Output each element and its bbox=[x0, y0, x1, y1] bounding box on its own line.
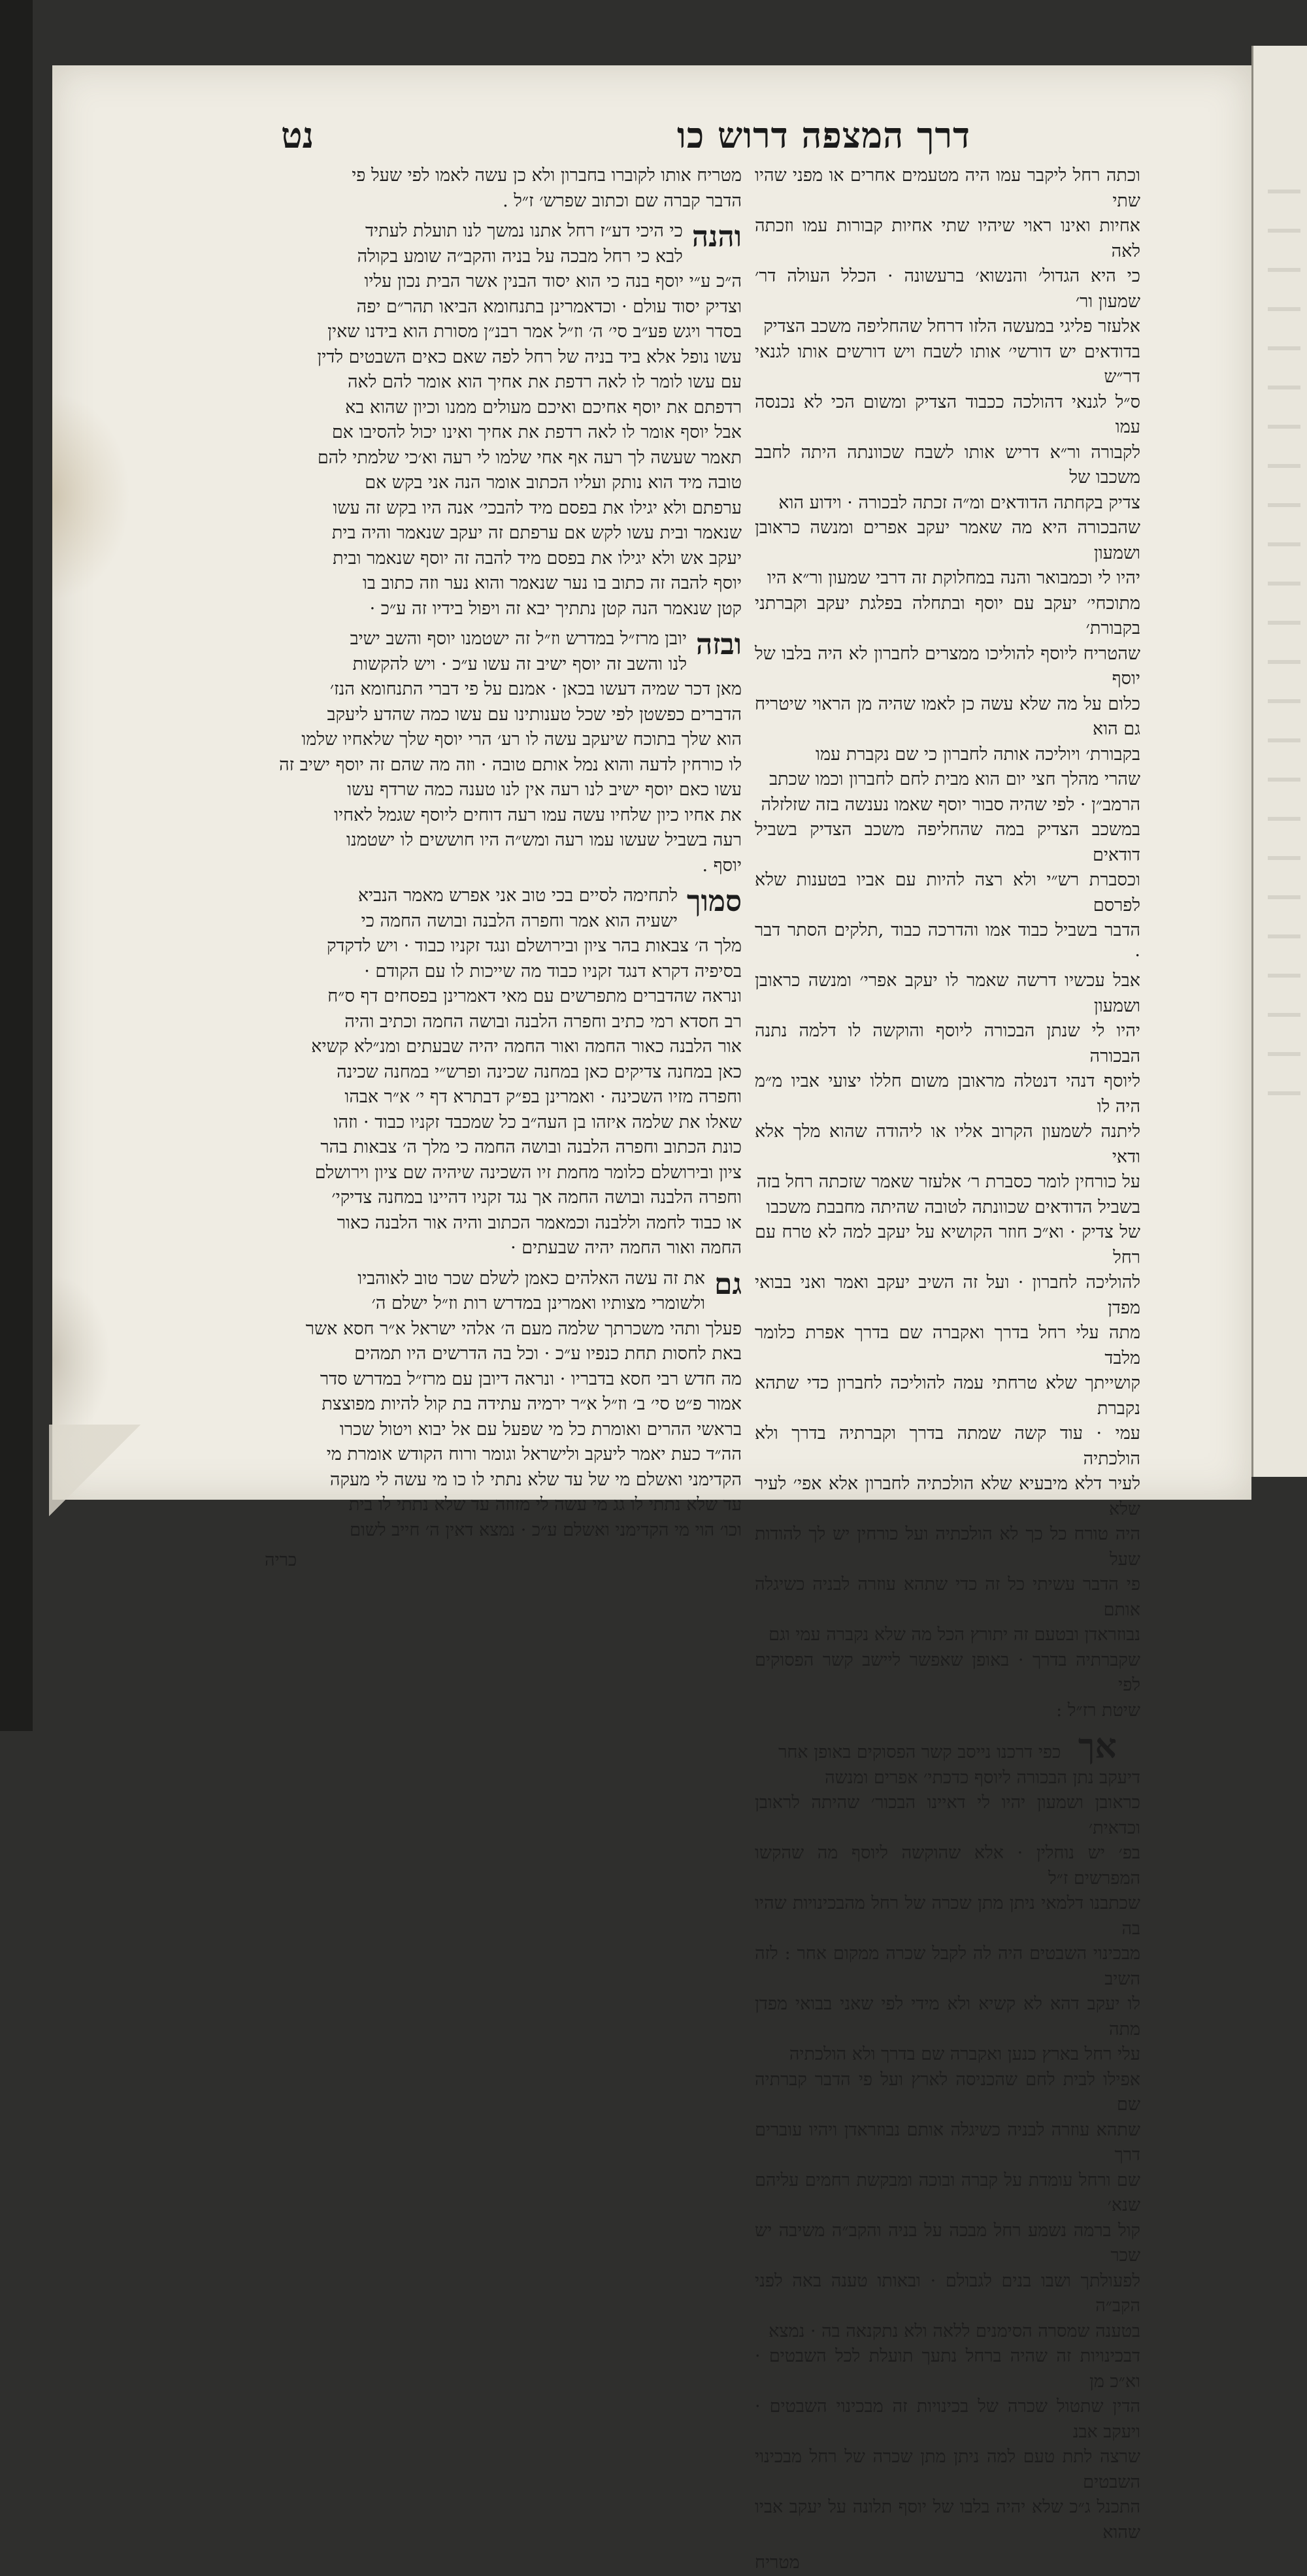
text-line: ס״ל לגנאי דהולכה ככבוד הצדיק ומשום הכי לא נכנסה עמו bbox=[755, 391, 1140, 437]
text-line: אלעזר פליגי במעשה הלזו דרחל שהחליפה משכב הצדיק bbox=[763, 316, 1140, 337]
text-line: אמור פ״ט סי׳ ב׳ וז״ל א״ר ירמיה עתידה בת קול להיות מפוצצת bbox=[322, 1394, 742, 1414]
page-stain bbox=[52, 392, 131, 601]
text-line: שנאמר ובית עשו לקש אם ערפתם זה יעקב שנאמר והיה בית bbox=[331, 523, 742, 543]
text-line: באת לחסות תחת כנפיו ע״כ · וכל בה הדרשים היו תמהים bbox=[354, 1344, 742, 1364]
page-header bbox=[52, 114, 1251, 167]
paragraph-lead-word: אך bbox=[1078, 1726, 1117, 1766]
text-line: פעלך ותהי משכרתך שלמה מעם ה׳ אלהי ישראל א״ר חסא אשר bbox=[305, 1318, 742, 1339]
text-line: וכו׳ הוי מי הקדימני ואשלם ע״כ · נמצא דאין ה׳ חייב לשום bbox=[350, 1519, 742, 1540]
text-line: ה״כ ע״י יוסף בנה כי הוא יסוד הבנין אשר הבית נכון עליו bbox=[364, 271, 742, 291]
text-line: בטענה שמסרה הסימנים ללאה ולא נתקנאה בה · נמצא bbox=[769, 2320, 1140, 2341]
text-line: בפ׳ יש נוחלין · אלא שהוקשה ליוסף מה שהקשו המפרשים ז״ל bbox=[755, 1843, 1140, 1889]
page-corner-damage bbox=[49, 1425, 141, 1516]
text-line: יוסף להבה זה כתוב בו נער שנאמר והוא נער וזה כתוב בו bbox=[362, 573, 742, 593]
text-line: לנו והשב זה יוסף ישיב זה עשו ע״כ · ויש להקשות bbox=[352, 653, 687, 674]
text-line: הדבר בשביל כבוד אמו והדרכה כבוד ,תלקים הסתר דבר · bbox=[755, 920, 1140, 966]
text-line: היה טורח כל כך לא הולכתיה ועל כורחין יש לך להודות שעל bbox=[755, 1524, 1140, 1570]
text-line: אפילו לבית לחם שהכניסה לארץ ועל פי הדבר קברתיה שם bbox=[755, 2069, 1140, 2115]
text-line: הקדימני ואשלם מי של עד שלא נתתי לו כו מי עשה לי מעקה bbox=[329, 1469, 742, 1490]
text-line: עם עשו לומר לו לאה רדפת את אחיך הוא אומר להם לאה bbox=[348, 372, 742, 392]
text-line: ליתנה לשמעון הקרוב אליו או ליהודה שהוא מלך אלא ודאי bbox=[755, 1121, 1140, 1167]
text-line: טובה מיד הוא נותק ועליו הכתוב אומר הנה אני בקש אם bbox=[365, 472, 742, 493]
text-line: עד שלא נתתי לו גג מי עשה לי מזוזה עד שלא נתתי לו בית bbox=[348, 1494, 742, 1515]
folio-number: נט bbox=[281, 114, 314, 156]
text-line: שרצה לתת טעם למה ניתן מתן שכרה של רחל מבכינוי השבטים bbox=[755, 2447, 1140, 2492]
text-line: יוסף . bbox=[702, 855, 742, 876]
text-line: יהיו לי וכמבואר והנה במחלוקת זה דרבי שמעון ור״א היו bbox=[767, 568, 1140, 588]
page-stain bbox=[52, 1274, 111, 1444]
text-line: כי היא הגדול׳ והנשוא׳ ברעשונה · הכלל העולה דר׳ שמעון ור׳ bbox=[755, 266, 1140, 312]
text-line: ערפתם ולא יגילו את בפסם מיד להבכי׳ אנה היו בקש זה עשו bbox=[333, 497, 742, 518]
text-line: ליוסף דנהי דנטלה מראובן משום חללו יצועי אביו מ״מ היה לו bbox=[755, 1071, 1140, 1117]
text-line: החמה ואור החמה יהיה שבעתים · bbox=[510, 1238, 742, 1258]
text-line: מאן דכר שמיה דעשו בכאן · אמנם על פי דברי התנחומא הנז׳ bbox=[329, 679, 742, 699]
text-line: שקברתיה בדרך · באופן שאפשר ליישב קשר הפסוקים לפי bbox=[755, 1649, 1140, 1695]
catchword: כריה bbox=[265, 1550, 297, 1570]
text-line: וחפרה הלבנה ובושה החמה אך נגד זקניו דהיינו במחנה צדיקי׳ bbox=[331, 1187, 742, 1208]
text-line: לבא כי רחל מבכה על בניה והקב״ה שומע בקולה bbox=[357, 246, 683, 267]
text-line: ציון ובירושלם כלומר מחמת זיו השכינה שיהיה שם ציון וירושלם bbox=[314, 1162, 742, 1183]
text-line: קושייתך שלא טרחתי עמה להוליכה לחברון כדי שתהא נקברת bbox=[755, 1373, 1140, 1419]
text-line: הדבר קברה שם וכתוב שפרש׳ ז״ל . bbox=[503, 190, 742, 211]
text-line: תאמר שעשה לך רעה אף אחי שלמו לי רעה וא׳כי שלמתי להם bbox=[317, 447, 742, 468]
text-line: הדין שתטול שכרה של בכינויות זה מבכינוי השבטים · ויעקב אבנ bbox=[755, 2396, 1140, 2442]
text-line: את זה עשה האלהים כאמן לשלם שכר טוב לאוהביו bbox=[357, 1268, 706, 1289]
text-line: אחיות ואינו ראוי שיהיו שתי אחיות קבורות עמו וזכתה לאה bbox=[755, 216, 1140, 261]
text-line: שיטת רז״ל : bbox=[1056, 1700, 1140, 1721]
text-column-right bbox=[755, 163, 1140, 2576]
text-line: קול ברמה נשמע רחל מבכה על בניה והקב״ה משיבה יש שכר bbox=[755, 2220, 1140, 2266]
text-line: וכתה רחל ליקבר עמו היה מטעמים אחרים או מפני שהיו שתי bbox=[755, 165, 1140, 211]
text-line: הוא שלך בתוכח שיעקב עשה לו רע׳ הרי יוסף שלך שלאחיו שלמו bbox=[301, 729, 742, 750]
text-line: כראובן ושמעון יהיו לי דאיינו הבכור׳ שהיתה לראובן וכדאית׳ bbox=[755, 1792, 1140, 1838]
text-line-tail: כפי דרכנו נייסב קשר הפסוקים באופן אחר bbox=[778, 1742, 1061, 1762]
text-line: בראשי ההרים ואומרת כל מי שפעל עם אל יבוא ויטול שכרו bbox=[339, 1419, 742, 1440]
text-line: שהטריח ליוסף להוליכו ממצרים לחברון לא היה בלבו של יוסף bbox=[755, 643, 1140, 689]
text-line: על כורחין לומר כסברת ר׳ אלעזר שאמר שזכתה רחל בזה bbox=[756, 1172, 1140, 1192]
text-line: שתהא עוזרה לבניה כשיגלה אותם נבוזראדן ויהיו עוברים דרך bbox=[755, 2119, 1140, 2165]
text-line: מתוכחי׳ יעקב עם יוסף ובתחלה בפלגת יעקב וקברתני בקבורת׳ bbox=[755, 593, 1140, 638]
text-line: הרמב״ן · לפי שהיה סבור יוסף שאמו נענשה בזה שזלזלה bbox=[761, 794, 1140, 815]
text-line: עלי רחל בארץ כנען ואקברה שם בדרך ולא הולכתיה bbox=[789, 2044, 1140, 2064]
text-line: לפעולתך ושבו בנים לגבולם · ובאותו טענה באה לפני הקב״ה bbox=[755, 2270, 1140, 2316]
text-line: אבל יוסף אומר לו לאה רדפת את אחיך ואינו יכול להסיבו אם bbox=[331, 422, 742, 442]
section-samukh bbox=[265, 883, 742, 1261]
text-line: וכסברת רש״י ולא רצה להיות עם אביו בטענות שלא לפרסם bbox=[755, 870, 1140, 916]
text-line: את אחיו כיון שלחיו עשה עמו רעה דוחים ליוסף שגמל לאחיו bbox=[334, 804, 742, 825]
book-page bbox=[52, 65, 1251, 2573]
text-line: כלום על מה שלא עשה כן לאמו שהיה מן הראוי שיטריח גם הוא bbox=[755, 693, 1140, 739]
text-line: בסיפיה דקרא דנגד זקניו כבוד מה שייכות לו עם הקודם · bbox=[364, 961, 742, 982]
text-line: עשו כאם יוסף ישיב לנו רעה אין לנו טענה כמה שרדף עשו bbox=[347, 780, 742, 800]
text-line: ולשומרי מצותיו ואמרינן במדרש רות וז״ל ישלם ה׳ bbox=[371, 1293, 706, 1313]
section-opener-word: גם bbox=[714, 1267, 742, 1301]
text-line: בדודאים יש דורשי׳ אותו לשבח ויש דורשים אותו לגנאי דר״ש bbox=[755, 341, 1140, 387]
text-line: נבוזראדן ובטעם זה יתורץ הכל מה שלא נקברה עמי וגם bbox=[769, 1625, 1140, 1645]
right-column-paragraph-1 bbox=[755, 163, 1140, 1723]
text-line: להוליכה לחברון · ועל זה השיב יעקב ואמר ואני בבואי מפדן bbox=[755, 1272, 1140, 1318]
section-opener-word: והנה bbox=[691, 220, 742, 254]
text-line: לעיר דלא מיבעיא שלא הולכתיה לחברון אלא אפי׳ לעיר שלא bbox=[755, 1474, 1140, 1519]
text-line: קטן שנאמר הנה קטן נתתיך יבא זה ויפול בידיו זה ע״כ · bbox=[369, 598, 742, 619]
text-line: של צדיק · וא״כ חוזר הקושיא על יעקב למה לא טרח עם רחל bbox=[755, 1222, 1140, 1268]
text-line: רעה בשביל שעשו עמו רעה ומש״ה היו חוששים לו ישטמנו bbox=[346, 830, 742, 850]
text-line: שאלו את שלמה איזהו בן העה״ב כל שמכבד זקניו כבוד · וזהו bbox=[333, 1112, 742, 1132]
section-gam bbox=[265, 1266, 742, 1544]
text-line: כי היכי דע״ז רחל אתנו נמשך לנו תועלת לעתיד bbox=[365, 221, 683, 241]
text-line: בשביל הדודאים שכוונתה לטובה שהיתה מחבבת משכבו bbox=[766, 1197, 1140, 1217]
text-line: או כבוד לחמה וללבנה וכמאמר הכתוב והיה אור הלבנה כאור bbox=[337, 1212, 742, 1233]
adjacent-page-edge bbox=[1251, 46, 1307, 1477]
text-line: במשכב הצדיק במה שהחליפה משכב הצדיק בשביל דודאים bbox=[755, 819, 1140, 865]
text-line: פי הדבר עשיתי כל זה כדי שתהא עוזרה לבניה כשיגלה אותם bbox=[755, 1574, 1140, 1620]
section-opener-word: סמוך bbox=[687, 885, 742, 918]
text-line: כאן במחנה צדיקים כאן במחנה שכינה ופרש״י במחנה שכינה bbox=[337, 1061, 742, 1082]
text-line: הה״ד כעת יאמר ליעקב ולישראל וגומר ורוח הקודש אומרת מי bbox=[326, 1444, 742, 1464]
text-line: אבל עכשיו דרשה שאמר לו יעקב אפרי׳ ומנשה כראובן ושמעון bbox=[755, 970, 1140, 1016]
section-uvazeh bbox=[265, 627, 742, 878]
text-line: וצדיק יסוד עולם · וכדאמרינן בתנחומא הביאו תהר״ם יפה bbox=[356, 296, 742, 317]
text-line: בסדר ויגש פע״ב סי׳ ה׳ וז״ל אמר רבנ״ן מסורת הוא בידנו שאין bbox=[327, 322, 742, 342]
text-line: לו יעקב דהא לא קשיא ולא מידי לפי שאני בבואי מפדן מתה bbox=[755, 1994, 1140, 2039]
catchword: מטריח bbox=[755, 2552, 800, 2573]
text-line: שהבכורה היא מה שאמר יעקב אפרים ומנשה כראובן ושמעון bbox=[755, 518, 1140, 563]
text-line: מה חדש רבי חסא בדבריו · ונראה דיובן עם מרז״ל במדרש סדר bbox=[320, 1368, 742, 1389]
text-line: מלך ה׳ צבאות בהר ציון ובירושלם ונגד זקניו כבוד · ויש לדקדק bbox=[326, 936, 742, 956]
text-line: התכנל ג״כ שלא יהיה בלבו של יוסף תלונה על יעקב אביו שהוא bbox=[755, 2497, 1140, 2543]
text-line: ונראה שהדברים מתפרשים עם מאי דאמרינן בפסחים דף ס״ח bbox=[327, 986, 742, 1006]
text-line: אור הלבנה כאור החמה ואור החמה יהיה שבעתים ומנ״לא קשיא bbox=[311, 1036, 742, 1057]
text-line: שם ורחל עומדת על קברה ובוכה ומבקשת רחמים עליהם שנא׳ bbox=[755, 2170, 1140, 2215]
text-line: בקבורת׳ ויוליכה אותה לחברון כי שם נקברת עמו bbox=[816, 744, 1140, 765]
text-line: רדפתם את יוסף אחיכם ואיכם מעולים ממנו וכיון שהוא בא bbox=[345, 397, 742, 418]
text-line: דבכינויות זה שהיה ברחל נתעך תועלת לכל השבטים · וא״כ מן bbox=[755, 2346, 1140, 2392]
text-line: עמי · עוד קשה שמתה בדרך וקברתיה בדרך ולא הולכתיה bbox=[755, 1423, 1140, 1469]
text-column-left bbox=[265, 163, 742, 1574]
text-line: מתה עלי רחל בדרך ואקברה שם בדרך אפרת כלומר מלבד bbox=[755, 1323, 1140, 1368]
text-line: יהיו לי שנתן הבכורה ליוסף והוקשה לו דלמה נתנה הבכורה bbox=[755, 1021, 1140, 1066]
book-spine bbox=[0, 0, 33, 1731]
text-line: עשו נופל אלא ביד בניה של רחל לפה שאם כאים השבטים לדין bbox=[317, 346, 742, 367]
text-line: לתחימה לסיים בכי טוב אני אפרש מאמר הנביא bbox=[357, 885, 678, 906]
text-line: יובן מרז״ל במדרש וז״ל זה ישטמנו יוסף והשב ישיב bbox=[350, 629, 687, 649]
text-line: כונת הכתוב וחפרה הלבנה ובושה החמה כי מלך ה׳ צבאות בהר bbox=[320, 1137, 742, 1157]
text-line: הדברים כפשטן לפי שכל טענותינו עם עשו כמה שהדע ליעקב bbox=[327, 704, 742, 725]
adjacent-page-text-ghost bbox=[1268, 190, 1300, 1104]
running-title: דרך המצפה דרוש כו bbox=[677, 114, 970, 156]
text-line: ישעיה הוא אמר וחפרה הלבנה ובושה החמה כי bbox=[361, 910, 678, 931]
text-line: דיעקב נתן הבכורה ליוסף כדכתי׳ אפרים ומנשה bbox=[825, 1767, 1140, 1788]
text-line: מטריח אותו לקוברו בחברון ולא כן עשה לאמו לפי שעל פי bbox=[352, 165, 742, 186]
text-line: יעקב אש ולא יגילו את בפסם מיד להבה זה יוסף שנאמר ובית bbox=[333, 548, 742, 569]
text-line: לו כורחין לדעה והוא נמל אותם טובה · וזה מה שהם זה יוסף ישיב זה bbox=[279, 754, 742, 775]
text-line: צדיק בקחתה הדודאים ומ״ה זכתה לבכורה · וידוע הוא bbox=[778, 492, 1140, 513]
right-column-paragraph-2 bbox=[755, 1728, 1140, 2545]
text-line: שכתבנו דלמאי ניתן מתן שכרה של רחל מהבכינויות שהיו בה bbox=[755, 1893, 1140, 1939]
text-line: לקבורה ור״א דריש אותו לשבח שכוונתה היתה לחבב משכבו של bbox=[755, 442, 1140, 487]
section-opener-word: ובזה bbox=[695, 628, 742, 661]
section-vehineh bbox=[265, 219, 742, 621]
text-line: מבכינוי השבטים היה לה לקבל שכרה ממקום אחר : לזה השיב bbox=[755, 1943, 1140, 1989]
text-line: רב חסדא רמי כתיב וחפרה הלבנה ובושה החמה וכתיב והיה bbox=[344, 1011, 742, 1032]
left-column-continuation bbox=[265, 163, 742, 214]
text-line: וחפרה מזיו השכינה · ואמרינן בפ״ק דבתרא דף י׳ א״ר אבהו bbox=[344, 1087, 742, 1107]
text-line: שהרי מהלך חצי יום הוא מבית לחם לחברון וכמו שכתב bbox=[769, 769, 1140, 789]
text-line bbox=[755, 1728, 1140, 1766]
